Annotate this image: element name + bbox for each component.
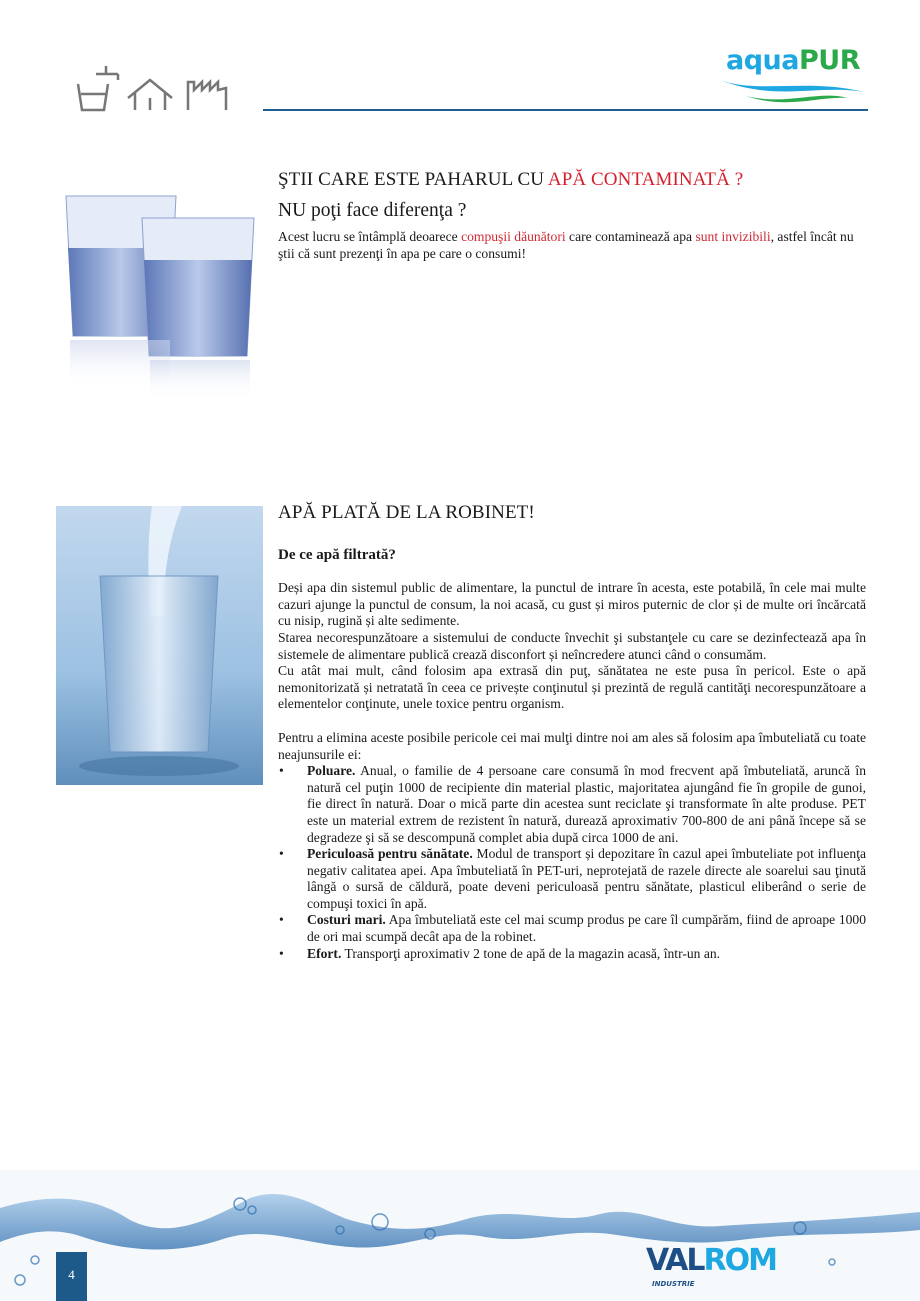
bullet-title: Periculoasă pentru sănătate. bbox=[307, 846, 473, 862]
list-item bbox=[278, 946, 866, 963]
section1-paragraph bbox=[278, 229, 866, 262]
bullet-text: Apa îmbuteliată este cel mai scump produs pe care îl cumpărăm, fiind de aproape 1000 de ori mai scumpă decât apa de la robinet. bbox=[307, 912, 867, 945]
header-icons bbox=[72, 62, 234, 114]
logo-text-pur: PUR bbox=[799, 45, 861, 76]
section-contaminated-water bbox=[278, 169, 866, 262]
bullet-text: Modul de transport și depozitare în cazul apei îmbuteliate pot influenţa negativ calitatea apei. Apa îmbuteliată în PET-uri, neprotejată de razele directe ale soarelui sau ţinută lângă o sursă de căldură, poate deveni periculoasă pentru sănătate, plasticul eliberând o serie de compuşi toxici în apă. bbox=[307, 846, 867, 911]
list-item bbox=[278, 763, 866, 846]
section1-title bbox=[278, 169, 866, 190]
text: Acest lucru se întâmplă deoarece bbox=[278, 229, 462, 245]
brand-rom: ROM bbox=[703, 1243, 776, 1278]
bullet-title: Efort. bbox=[307, 945, 342, 961]
section1-subtitle: NU poţi face diferenţa ? bbox=[278, 199, 467, 221]
page-number: 4 bbox=[56, 1252, 87, 1301]
bullet-text: Anual, o familie de 4 persoane care consumă în mod frecvent apă îmbuteliată, aruncă în natură cel puţin 1000 de recipiente din material plastic, majoritatea ajungând fie în gropile de gunoi, fie direct în natură. Doar o mică parte din acestea sunt reciclate şi transformate în alte produse. PET este un material extrem de rezistent în natură, durează aproximativ 700-800 de ani până începe să se degradeze şi să se descompună complet abia după circa 1000 de ani. bbox=[307, 763, 866, 845]
two-glasses-image bbox=[60, 188, 260, 403]
section-tap-water bbox=[278, 502, 867, 962]
header-rule bbox=[263, 109, 868, 111]
paragraph: Cu atât mai mult, când folosim apa extrasă din puţ, sănătatea ne este pusa în pericol. Este o apă nemonitorizată și netratată în ceea ce privește conţinutul și prezintă de regulă cantităţi necorespunzătoare a elementelor conţinute, unele toxice pentru organism. bbox=[278, 663, 866, 712]
factory-icon bbox=[188, 82, 226, 110]
title-red: APĂ CONTAMINATĂ ? bbox=[547, 169, 744, 190]
brand-sub: INDUSTRIE bbox=[652, 1280, 695, 1288]
bullet-title: Costuri mari. bbox=[307, 912, 386, 928]
brand-val: VAL bbox=[646, 1243, 704, 1278]
highlight: sunt invizibili bbox=[695, 229, 771, 245]
paragraph: Starea necorespunzătoare a sistemului de conducte învechit şi substanţele cu care se dezinfectează apa în sistemele de alimentare publică crează disconfort și neîncredere atunci când o consumăm. bbox=[278, 629, 866, 662]
bullet-title: Poluare. bbox=[307, 763, 356, 779]
bullet-list bbox=[278, 763, 866, 962]
title-black: ŞTII CARE ESTE PAHARUL CU bbox=[278, 169, 548, 190]
pouring-water-image bbox=[56, 506, 263, 785]
valrom-logo bbox=[646, 1243, 786, 1288]
faucet-glass-icon bbox=[78, 66, 118, 110]
aquapur-logo bbox=[718, 46, 868, 104]
list-item bbox=[278, 846, 866, 912]
wave-logo-mark bbox=[718, 76, 868, 104]
bullet-text: Transporţi aproximativ 2 tone de apă de la magazin acasă, într-un an. bbox=[341, 945, 721, 961]
text: , astfel încât nu ştii că sunt prezenţi în apa pe care o consumi! bbox=[278, 229, 854, 261]
valrom-wordmark bbox=[646, 1243, 786, 1278]
house-icon bbox=[128, 80, 172, 110]
section2-subtitle: De ce apă filtrată? bbox=[278, 546, 396, 563]
paragraph: Deși apa din sistemul public de alimentare, la punctul de intrare în acesta, este potabilă, în cele mai multe cazuri ajunge la punctul de consum, la noi acasă, cu gust și miros puternic de clor și de multe ori încărcată cu nisip, rugină și alte sedimente. bbox=[278, 580, 866, 629]
section2-title: APĂ PLATĂ DE LA ROBINET! bbox=[278, 502, 535, 523]
logo-text-aqua: aqua bbox=[726, 45, 799, 76]
list-item bbox=[278, 912, 866, 945]
intro-paragraph: Pentru a elimina aceste posibile pericole cei mai mulţi dintre noi am ales să folosim apa îmbuteliată cu toate neajunsurile ei: bbox=[278, 729, 866, 762]
text: care contaminează apa bbox=[565, 229, 696, 245]
section2-body bbox=[278, 580, 866, 962]
highlight: compuşii dăunători bbox=[461, 229, 566, 245]
